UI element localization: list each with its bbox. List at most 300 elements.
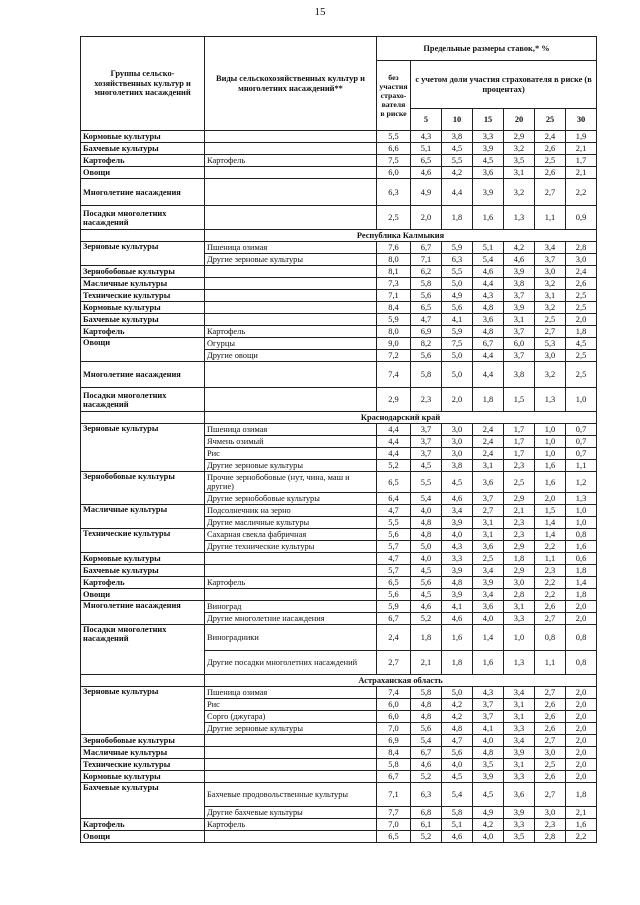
rate-value: 5,4 — [411, 493, 442, 505]
rate-value: 3,0 — [566, 254, 597, 266]
rate-value: 2,4 — [473, 436, 504, 448]
rate-value: 5,2 — [411, 613, 442, 625]
crop-kind: Виноградники — [205, 625, 377, 651]
rate-value: 5,2 — [377, 460, 411, 472]
rate-value: 4,6 — [411, 601, 442, 613]
rate-value: 2,7 — [535, 783, 566, 807]
rate-value: 4,4 — [377, 436, 411, 448]
region-blank — [81, 230, 205, 242]
crop-group: Многолетние насаждения — [81, 362, 205, 388]
rate-value: 3,5 — [504, 155, 535, 167]
rate-value: 0,9 — [566, 206, 597, 230]
rate-value: 6,0 — [377, 711, 411, 723]
table-row — [81, 687, 597, 699]
rate-value: 0,8 — [566, 625, 597, 651]
crop-group: Овощи — [81, 167, 205, 179]
rate-value: 6,0 — [504, 338, 535, 350]
rate-value: 7,7 — [377, 807, 411, 819]
rate-value: 4,0 — [442, 759, 473, 771]
rate-value: 6,8 — [411, 807, 442, 819]
table-row — [81, 143, 597, 155]
rate-value: 5,9 — [442, 326, 473, 338]
rate-value: 4,0 — [473, 735, 504, 747]
rate-value: 6,7 — [473, 338, 504, 350]
rate-value: 0,8 — [566, 651, 597, 675]
rate-value: 3,3 — [504, 819, 535, 831]
rate-value: 6,0 — [377, 167, 411, 179]
rate-value: 4,5 — [411, 589, 442, 601]
crop-group: Кормовые культуры — [81, 553, 205, 565]
region-blank — [81, 412, 205, 424]
crop-kind — [205, 167, 377, 179]
rate-value: 3,9 — [442, 589, 473, 601]
rate-value: 4,6 — [442, 613, 473, 625]
table-row — [81, 747, 597, 759]
rate-value: 4,8 — [473, 326, 504, 338]
table-row — [81, 577, 597, 589]
rate-value: 5,6 — [442, 302, 473, 314]
rate-value: 1,8 — [473, 388, 504, 412]
rate-value: 2,3 — [504, 529, 535, 541]
rate-value: 2,6 — [535, 601, 566, 613]
rate-value: 3,2 — [504, 143, 535, 155]
rate-value: 1,8 — [566, 589, 597, 601]
rate-value: 4,3 — [411, 131, 442, 143]
rate-value: 1,2 — [566, 472, 597, 493]
rate-value: 4,5 — [442, 472, 473, 493]
crop-kind — [205, 314, 377, 326]
rate-value: 1,0 — [535, 448, 566, 460]
rate-value: 4,6 — [442, 493, 473, 505]
rate-value: 4,8 — [411, 517, 442, 529]
table-row — [81, 831, 597, 843]
rate-value: 3,4 — [473, 565, 504, 577]
crop-kind: Сорго (джугара) — [205, 711, 377, 723]
rate-value: 3,0 — [535, 350, 566, 362]
rate-value: 2,0 — [566, 687, 597, 699]
rate-value: 2,6 — [535, 699, 566, 711]
rate-value: 3,0 — [442, 424, 473, 436]
crop-group: Зернобобовые культуры — [81, 472, 205, 505]
rate-value: 2,6 — [535, 723, 566, 735]
crop-kind: Другие масличные культуры — [205, 517, 377, 529]
rate-value: 1,3 — [535, 388, 566, 412]
crop-kind: Другие многолетние насаждения — [205, 613, 377, 625]
rate-value: 4,7 — [411, 314, 442, 326]
rate-value: 2,4 — [535, 131, 566, 143]
rate-value: 7,3 — [377, 278, 411, 290]
rate-value: 1,4 — [535, 529, 566, 541]
rate-value: 1,3 — [566, 493, 597, 505]
rate-value: 6,5 — [411, 155, 442, 167]
rate-value: 6,5 — [377, 831, 411, 843]
rates-table — [80, 36, 597, 843]
rate-value: 1,7 — [504, 448, 535, 460]
rate-value: 3,1 — [504, 314, 535, 326]
rate-value: 2,7 — [535, 735, 566, 747]
rate-value: 1,0 — [535, 436, 566, 448]
rate-value: 3,3 — [442, 553, 473, 565]
crop-kind: Рис — [205, 448, 377, 460]
rate-value: 2,5 — [504, 472, 535, 493]
header-kinds: Виды сельскохозяйственных культур и многолетних насаждений** — [205, 37, 377, 131]
rate-value: 2,0 — [566, 601, 597, 613]
rate-value: 2,8 — [566, 242, 597, 254]
rate-value: 5,4 — [411, 735, 442, 747]
rate-value: 7,1 — [411, 254, 442, 266]
crop-group: Кормовые культуры — [81, 771, 205, 783]
rate-value: 5,6 — [411, 350, 442, 362]
rate-value: 3,1 — [473, 529, 504, 541]
rate-value: 6,7 — [411, 242, 442, 254]
crop-group: Бахчевые культуры — [81, 314, 205, 326]
crop-group: Овощи — [81, 338, 205, 362]
rate-value: 2,6 — [535, 771, 566, 783]
rate-value: 6,7 — [411, 747, 442, 759]
rate-value: 7,5 — [442, 338, 473, 350]
rate-value: 5,4 — [442, 783, 473, 807]
rate-value: 4,7 — [377, 505, 411, 517]
crop-group: Картофель — [81, 326, 205, 338]
rate-value: 2,7 — [377, 651, 411, 675]
crop-kind: Пшеница озимая — [205, 687, 377, 699]
rate-value: 4,6 — [473, 266, 504, 278]
rate-value: 3,9 — [473, 577, 504, 589]
rate-value: 1,9 — [566, 131, 597, 143]
rate-value: 5,5 — [411, 472, 442, 493]
rate-value: 2,0 — [566, 699, 597, 711]
rate-value: 3,1 — [535, 290, 566, 302]
rate-value: 0,7 — [566, 424, 597, 436]
header-percent-25: 25 — [535, 109, 566, 131]
rate-value: 3,7 — [504, 350, 535, 362]
rate-value: 1,6 — [442, 625, 473, 651]
table-row — [81, 735, 597, 747]
rate-value: 2,1 — [411, 651, 442, 675]
rate-value: 8,1 — [377, 266, 411, 278]
rate-value: 1,1 — [535, 553, 566, 565]
crop-kind: Другие зерновые культуры — [205, 723, 377, 735]
table-row — [81, 206, 597, 230]
rate-value: 1,6 — [535, 460, 566, 472]
crop-kind — [205, 302, 377, 314]
rate-value: 3,9 — [473, 143, 504, 155]
header-percent-20: 20 — [504, 109, 535, 131]
rate-value: 2,5 — [473, 553, 504, 565]
table-row — [81, 326, 597, 338]
rate-value: 0,7 — [566, 436, 597, 448]
rate-value: 2,1 — [566, 143, 597, 155]
crop-kind: Рис — [205, 699, 377, 711]
rate-value: 3,9 — [504, 807, 535, 819]
crop-kind: Другие зернобобовые культуры — [205, 493, 377, 505]
rate-value: 5,9 — [377, 314, 411, 326]
rate-value: 4,2 — [442, 699, 473, 711]
rate-value: 2,2 — [566, 831, 597, 843]
rate-value: 5,0 — [442, 687, 473, 699]
crop-group: Бахчевые культуры — [81, 783, 205, 819]
rate-value: 6,4 — [377, 493, 411, 505]
rate-value: 1,6 — [473, 206, 504, 230]
crop-kind: Картофель — [205, 577, 377, 589]
crop-kind — [205, 131, 377, 143]
rate-value: 1,6 — [566, 541, 597, 553]
rate-value: 2,5 — [566, 362, 597, 388]
rate-value: 6,0 — [377, 699, 411, 711]
rate-value: 4,3 — [473, 687, 504, 699]
rate-value: 1,0 — [566, 388, 597, 412]
header-percent-10: 10 — [442, 109, 473, 131]
region-name: Республика Калмыкия — [205, 230, 597, 242]
rate-value: 3,0 — [535, 747, 566, 759]
rate-value: 4,8 — [442, 723, 473, 735]
rate-value: 2,7 — [535, 613, 566, 625]
rate-value: 4,5 — [566, 338, 597, 350]
rate-value: 4,2 — [442, 167, 473, 179]
rate-value: 1,8 — [504, 553, 535, 565]
rate-value: 5,8 — [411, 278, 442, 290]
rate-value: 6,1 — [411, 819, 442, 831]
rate-value: 2,5 — [566, 290, 597, 302]
rate-value: 4,6 — [504, 254, 535, 266]
rate-value: 3,9 — [504, 266, 535, 278]
rate-value: 5,3 — [535, 338, 566, 350]
region-blank — [81, 675, 205, 687]
rate-value: 1,7 — [566, 155, 597, 167]
rate-value: 6,7 — [377, 771, 411, 783]
rate-value: 1,7 — [504, 424, 535, 436]
rate-value: 1,4 — [535, 517, 566, 529]
rate-value: 2,6 — [535, 711, 566, 723]
rate-value: 1,1 — [535, 206, 566, 230]
rate-value: 2,1 — [566, 807, 597, 819]
rate-value: 4,9 — [473, 807, 504, 819]
header-no-participation: без участия страхо-вателя в риске — [377, 61, 411, 131]
rate-value: 3,1 — [504, 699, 535, 711]
rate-value: 2,7 — [473, 505, 504, 517]
header-percent-5: 5 — [411, 109, 442, 131]
rate-value: 1,6 — [535, 472, 566, 493]
crop-kind: Виноград — [205, 601, 377, 613]
rate-value: 1,8 — [442, 206, 473, 230]
rate-value: 3,7 — [473, 711, 504, 723]
rate-value: 5,5 — [377, 517, 411, 529]
rate-value: 2,9 — [504, 541, 535, 553]
table-row — [81, 290, 597, 302]
rate-value: 3,6 — [473, 472, 504, 493]
rate-value: 5,6 — [377, 529, 411, 541]
crop-kind — [205, 747, 377, 759]
rate-value: 2,0 — [566, 314, 597, 326]
table-row — [81, 565, 597, 577]
crop-kind — [205, 589, 377, 601]
rate-value: 2,0 — [566, 747, 597, 759]
rate-value: 3,1 — [473, 460, 504, 472]
rate-value: 3,3 — [473, 131, 504, 143]
rate-value: 2,2 — [535, 577, 566, 589]
rate-value: 1,0 — [504, 625, 535, 651]
rate-value: 0,8 — [535, 625, 566, 651]
crop-kind — [205, 179, 377, 206]
rate-value: 4,4 — [473, 278, 504, 290]
rate-value: 3,6 — [473, 601, 504, 613]
crop-kind: Пшеница озимая — [205, 242, 377, 254]
table-row — [81, 529, 597, 541]
crop-kind — [205, 266, 377, 278]
crop-kind: Другие посадки многолетних насаждений — [205, 651, 377, 675]
rate-value: 7,1 — [377, 783, 411, 807]
rate-value: 2,3 — [535, 565, 566, 577]
rate-value: 1,8 — [566, 783, 597, 807]
rate-value: 1,5 — [504, 388, 535, 412]
rate-value: 1,6 — [566, 819, 597, 831]
crop-kind: Картофель — [205, 819, 377, 831]
crop-kind: Огурцы — [205, 338, 377, 350]
region-row — [81, 675, 597, 687]
crop-group: Картофель — [81, 577, 205, 589]
rate-value: 8,2 — [411, 338, 442, 350]
rate-value: 4,4 — [377, 424, 411, 436]
rate-value: 1,4 — [566, 577, 597, 589]
rate-value: 3,7 — [473, 699, 504, 711]
crop-group: Зернобобовые культуры — [81, 735, 205, 747]
crop-kind — [205, 388, 377, 412]
table-row — [81, 155, 597, 167]
rate-value: 2,0 — [566, 613, 597, 625]
rate-value: 1,7 — [504, 436, 535, 448]
rate-value: 2,7 — [535, 326, 566, 338]
rate-value: 3,9 — [442, 565, 473, 577]
rate-value: 2,0 — [566, 771, 597, 783]
rate-value: 2,6 — [535, 143, 566, 155]
header-groups: Группы сельско-хозяйственных культур и многолетних насаждений — [81, 37, 205, 131]
crop-kind: Другие бахчевые культуры — [205, 807, 377, 819]
rate-value: 5,6 — [411, 290, 442, 302]
rate-value: 4,1 — [442, 314, 473, 326]
rate-value: 3,1 — [504, 601, 535, 613]
table-row — [81, 424, 597, 436]
rate-value: 1,3 — [504, 651, 535, 675]
rate-value: 6,5 — [377, 472, 411, 493]
crop-kind: Пшеница озимая — [205, 424, 377, 436]
crop-group: Овощи — [81, 831, 205, 843]
crop-kind: Другие технические культуры — [205, 541, 377, 553]
rate-value: 6,7 — [377, 613, 411, 625]
rate-value: 3,8 — [504, 362, 535, 388]
rate-value: 5,0 — [411, 541, 442, 553]
crop-group: Картофель — [81, 819, 205, 831]
rate-value: 5,9 — [377, 601, 411, 613]
rate-value: 7,1 — [377, 290, 411, 302]
rate-value: 7,6 — [377, 242, 411, 254]
rate-value: 3,1 — [473, 517, 504, 529]
rate-value: 2,7 — [535, 687, 566, 699]
rate-value: 2,4 — [473, 424, 504, 436]
crop-group: Бахчевые культуры — [81, 143, 205, 155]
rate-value: 2,0 — [442, 388, 473, 412]
rate-value: 3,9 — [442, 517, 473, 529]
rate-value: 3,7 — [535, 254, 566, 266]
table-row — [81, 302, 597, 314]
rate-value: 2,9 — [504, 131, 535, 143]
rate-value: 5,1 — [411, 143, 442, 155]
rate-value: 5,0 — [442, 362, 473, 388]
rate-value: 2,5 — [377, 206, 411, 230]
table-row — [81, 472, 597, 493]
rate-value: 1,6 — [473, 651, 504, 675]
crop-group: Многолетние насаждения — [81, 601, 205, 625]
table-row — [81, 338, 597, 350]
rate-value: 4,8 — [411, 699, 442, 711]
crop-kind — [205, 362, 377, 388]
rate-value: 2,8 — [535, 831, 566, 843]
rate-value: 3,1 — [504, 167, 535, 179]
crop-group: Овощи — [81, 589, 205, 601]
rate-value: 4,0 — [473, 613, 504, 625]
rate-value: 1,8 — [566, 565, 597, 577]
rate-value: 2,2 — [566, 179, 597, 206]
crop-kind: Другие зерновые культуры — [205, 254, 377, 266]
rate-value: 4,8 — [473, 302, 504, 314]
crop-kind: Сахарная свекла фабричная — [205, 529, 377, 541]
rate-value: 3,2 — [535, 278, 566, 290]
rate-value: 2,0 — [566, 735, 597, 747]
region-row — [81, 230, 597, 242]
rate-value: 1,4 — [473, 625, 504, 651]
rate-value: 3,4 — [504, 735, 535, 747]
crop-kind: Бахчевые продовольственные культуры — [205, 783, 377, 807]
rate-value: 3,6 — [473, 167, 504, 179]
rate-value: 5,4 — [473, 254, 504, 266]
rate-value: 7,4 — [377, 362, 411, 388]
rate-value: 3,8 — [442, 460, 473, 472]
rate-value: 2,3 — [535, 819, 566, 831]
rate-value: 4,6 — [411, 167, 442, 179]
rate-value: 3,1 — [504, 711, 535, 723]
rate-value: 6,5 — [377, 577, 411, 589]
rate-value: 3,0 — [442, 436, 473, 448]
rate-value: 3,7 — [411, 436, 442, 448]
rate-value: 2,4 — [377, 625, 411, 651]
rate-value: 3,5 — [473, 759, 504, 771]
rate-value: 4,5 — [442, 143, 473, 155]
rate-value: 6,9 — [411, 326, 442, 338]
rate-value: 3,3 — [504, 613, 535, 625]
rate-value: 2,5 — [535, 314, 566, 326]
crop-kind — [205, 831, 377, 843]
rate-value: 4,6 — [442, 831, 473, 843]
rate-value: 4,8 — [411, 711, 442, 723]
rate-value: 4,8 — [442, 577, 473, 589]
rate-value: 6,2 — [411, 266, 442, 278]
crop-group: Кормовые культуры — [81, 131, 205, 143]
rate-value: 2,2 — [535, 541, 566, 553]
crop-group: Картофель — [81, 155, 205, 167]
rate-value: 5,7 — [377, 541, 411, 553]
rate-value: 3,6 — [504, 783, 535, 807]
rate-value: 4,0 — [411, 553, 442, 565]
table-row — [81, 266, 597, 278]
rate-value: 0,7 — [566, 448, 597, 460]
rate-value: 8,4 — [377, 747, 411, 759]
rate-value: 9,0 — [377, 338, 411, 350]
crop-kind: Другие овощи — [205, 350, 377, 362]
crop-group: Кормовые культуры — [81, 302, 205, 314]
rate-value: 7,0 — [377, 819, 411, 831]
table-row — [81, 589, 597, 601]
rate-value: 3,6 — [473, 541, 504, 553]
crop-group: Зерновые культуры — [81, 687, 205, 735]
